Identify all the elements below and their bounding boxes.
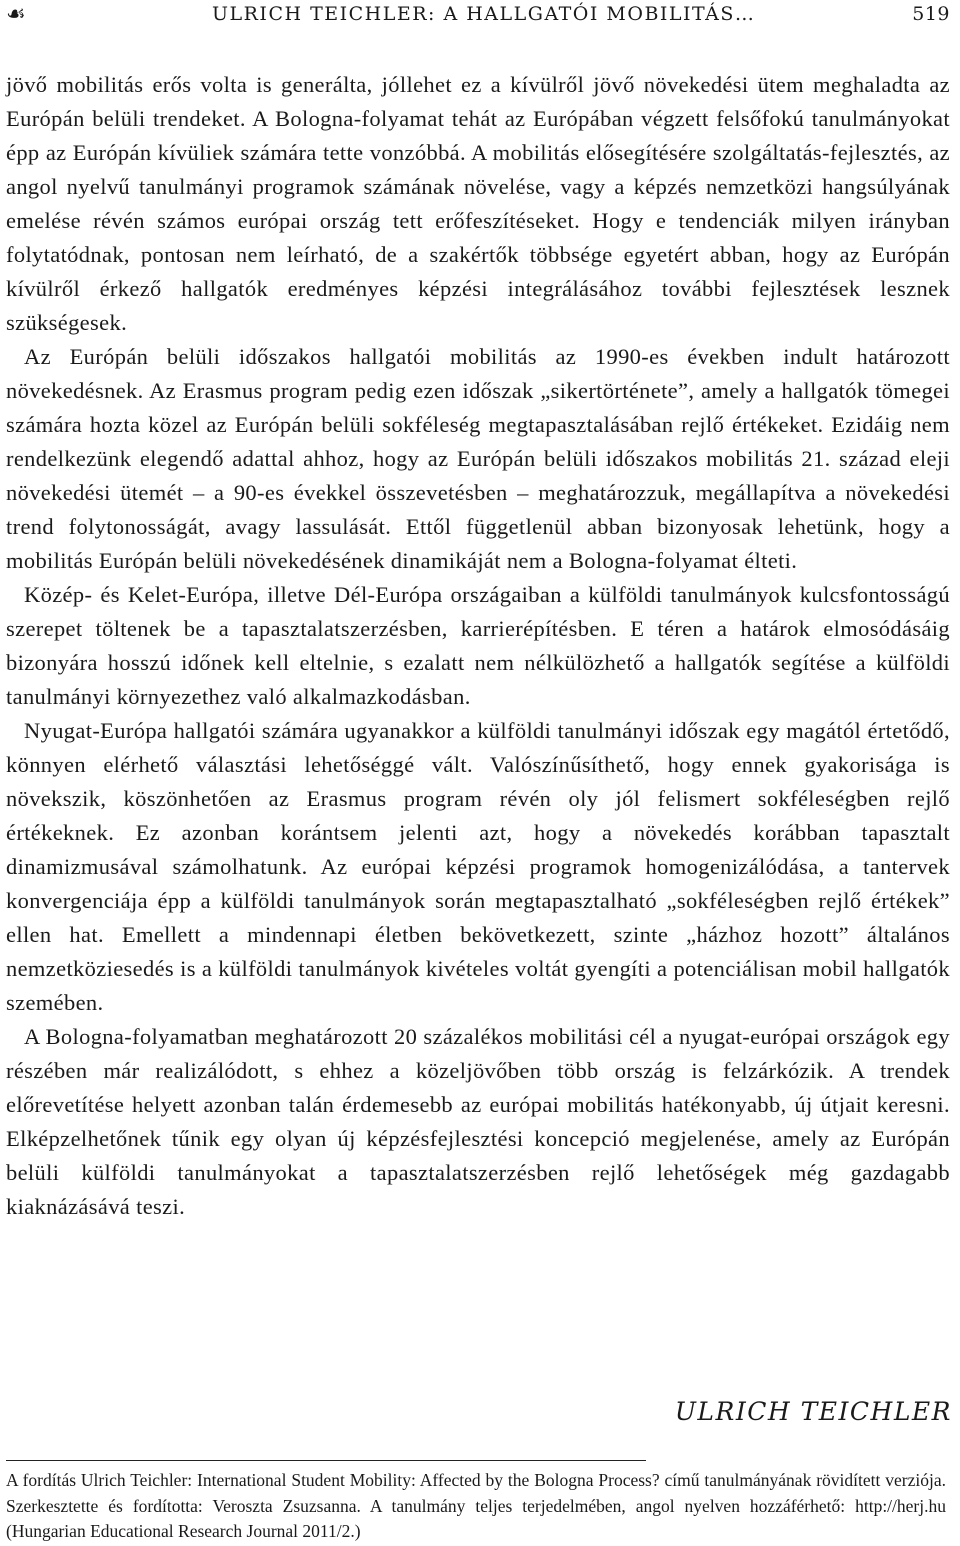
- paragraph: Az Európán belüli időszakos hallgatói mobilitás az 1990-es években indult határozott növekedésnek. Az Erasmus program pedig ezen időszak „sikertörténete”, amely a hallgatók tömegei számára hozta közel az Európán belüli sokféleség megtapasztalásában rejlő értékeket. Ezidáig nem rendelkezünk elegendő adattal ahhoz, hogy az Európán belüli időszakos mobilitás 21. század eleji növekedési ütemét – a 90-es évekkel összevetésben – meghatározzuk, megállapítva a növekedési trend folytonosságát, avagy lassulását. Ettől függetlenül abban bizonyosak lehetünk, hogy a mobilitás Európán belüli növekedésének dinamikáját nem a Bologna-folyamat élteti.: [6, 344, 950, 573]
- paragraph: A Bologna-folyamatban meghatározott 20 százalékos mobilitási cél a nyugat-európai országok egy részében már realizálódott, s ehhez a közeljövőben több ország is felzárkózik. A trendek előrevetítése helyett azonban talán érdemesebb az európai mobilitás hatékonyabb, új útjait keresni. Elképzelhetőnek tűnik egy olyan új képzésfejlesztési koncepció megjelenése, amely az Európán belüli külföldi tanulmányokat a tapasztalatszerzésben rejlő lehetőségek még gazdagabb kiaknázásává teszi.: [6, 1024, 950, 1219]
- page-number: 519: [912, 3, 950, 25]
- footnote: A fordítás Ulrich Teichler: International Student Mobility: Affected by the Bologna Process? című tanulmányának rövidített verziója. Szerkesztette és fordította: Veroszta Zsuzsanna. A tanulmány teljes terjedelmében, angol nyelven hozzáférhető: http://herj.hu (Hungarian Educational Research Journal 2011/2.): [6, 1470, 946, 1541]
- paragraph: Nyugat-Európa hallgatói számára ugyanakkor a külföldi tanulmányi időszak egy magától értetődő, könnyen elérhető választási lehetőséggé vált. Valószínűsíthető, hogy ennek gyakorisága is növekszik, köszönhetően az Erasmus program révén oly jól felismert sokféleségben rejlő értékeknek. Ez azonban korántsem jelenti azt, hogy a növekedés korábban tapasztalt dinamizmusával számolhatunk. Az európai képzési programok homogenizálódása, a tantervek konvergenciája épp a külföldi tanulmányok során megtapasztalható „sokféleségben rejlő értékek” ellen hat. Emellett a mindennapi életben bekövetkezett, szinte „házhoz hozott” általános nemzetköziesedés is a külföldi tanulmányok kivételes voltát gyengíti a potenciálisan mobil hallgatók szemében.: [6, 718, 950, 1015]
- footnote-divider: [6, 1460, 646, 1461]
- running-title: ULRICH TEICHLER: A HALLGATÓI MOBILITÁS…: [212, 3, 756, 25]
- fleuron-icon: ☙: [6, 2, 26, 27]
- paragraph: Közép- és Kelet-Európa, illetve Dél-Európa országaiban a külföldi tanulmányok kulcsfontosságú szerepet töltenek be a tapasztalatszerzésben, karrierépítésben. E téren a határok elmosódásáig bizonyára hosszú időnek kell eltelnie, s ezalatt nem nélkülözhető a hallgatók segítése a külföldi tanulmányi környezethez való alkalmazkodásban.: [6, 582, 950, 709]
- article-body: [6, 68, 950, 1224]
- author-signature: ULRICH TEICHLER: [674, 1397, 952, 1426]
- running-header: [6, 2, 950, 30]
- paragraph: jövő mobilitás erős volta is generálta, jóllehet ez a kívülről jövő növekedési ütem meghaladta az Európán belüli trendeket. A Bologna-folyamat tehát az Európában végzett felsőfokú tanulmányokat épp az Európán kívüliek számára tette vonzóbbá. A mobilitás elősegítésére szolgáltatás-fejlesztés, az angol nyelvű tanulmányi programok számának növelése, vagy a képzés nemzetközi hangsúlyának emelése révén számos európai ország tett erőfeszítéseket. Hogy e tendenciák milyen irányban folytatódnak, pontosan nem leírható, de a szakértők többsége egyetért abban, hogy az Európán kívülről érkező hallgatók eredményes képzési integrálásához további fejlesztések lesznek szükségesek.: [6, 72, 950, 335]
